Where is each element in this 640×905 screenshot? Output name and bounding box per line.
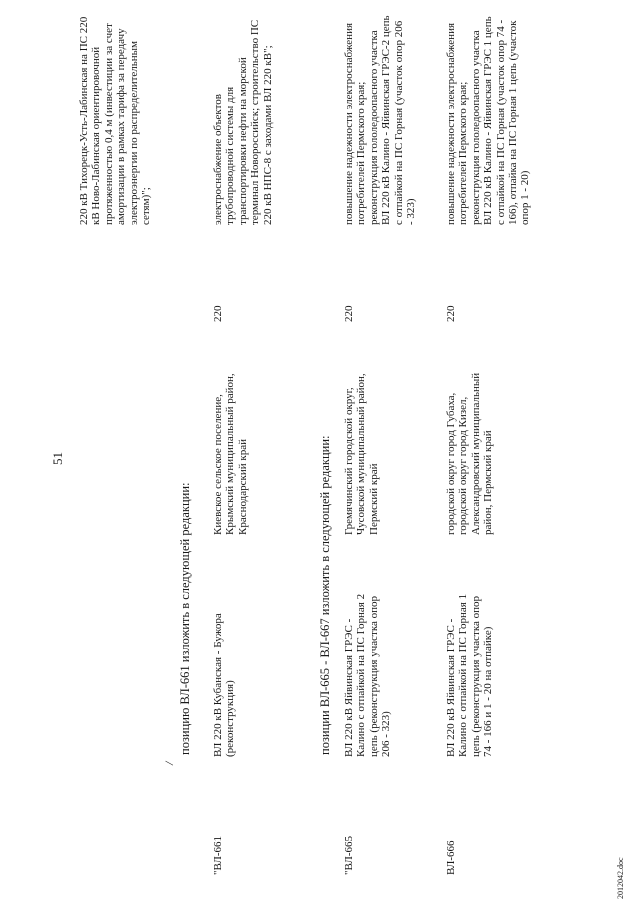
row-name: ВЛ 220 кВ Яйвинская ГРЭС - Калино с отпайкой на ПС Горная 1 цепь (реконструкция участка опор 74 - 166 и 1 - 20 на отпайке) xyxy=(445,593,495,757)
row-name: ВЛ 220 кВ Кубанская - Бужора (реконструкция) xyxy=(212,613,237,757)
stray-mark: / xyxy=(162,761,176,765)
row-purpose: повышение надежности электроснабжения потребителей Пермского края; реконструкция гололедоопасного участка ВЛ 220 кВ Калино - Яйвинская ГРЭС 1 цепь с отпайкой на ПС Горная (участок опор 74 - 166), отпайка на ПС Горная 1 цепь (участок опор 1 - 20) xyxy=(445,16,532,225)
row-location: Гремячинский городской округ, Чусовской муниципальный район, Пермский край xyxy=(343,373,380,535)
row-location: городской округ город Губаха, городской округ город Кизел, Александровский муниципальный район, Пермский край xyxy=(445,372,495,535)
row-voltage: 220 xyxy=(212,305,224,322)
heading-vl661: позицию ВЛ-661 изложить в следующей редакции: xyxy=(178,482,192,755)
row-purpose: повышение надежности электроснабжения потребителей Пермского края; реконструкция гололедоопасного участка ВЛ 220 кВ Калино - Яйвинская ГРЭС-2 цепь с отпайкой на ПС Горная (участок опор 206 - 323) xyxy=(343,15,418,225)
heading-vl665-667: позиции ВЛ-665 - ВЛ-667 изложить в следующей редакции: xyxy=(318,435,332,755)
row-purpose: электроснабжение объектов трубопроводной системы для транспортировки нефти на морской терминал Новороссийск; строительство ПС 220 кВ НПС-8 с заходами ВЛ 220 кВ"; xyxy=(212,19,274,225)
row-name: ВЛ 220 кВ Яйвинская ГРЭС - Калино с отпайкой на ПС Горная 2 цепь (реконструкция участка опор 206 - 323) xyxy=(343,593,393,757)
row-location: Киевское сельское поселение, Крымский муниципальный район, Краснодарский край xyxy=(212,373,249,535)
row-voltage: 220 xyxy=(343,305,355,322)
row-voltage: 220 xyxy=(445,305,457,322)
page-number: 51 xyxy=(50,452,65,465)
top-continuation-text: 220 кВ Тихорецк-Усть-Лабинская на ПС 220 кВ Ново-Лабинская ориентировочной протяженностью 0,4 м (инвестиции за счет амортизации в рамках тарифа за передачу электроэнергии по распределительным сетям)"; xyxy=(78,16,153,225)
row-code: "ВЛ-665 xyxy=(343,835,355,875)
row-code: "ВЛ-661 xyxy=(212,835,224,875)
row-code: ВЛ-666 xyxy=(445,840,457,875)
footer-filename: 2012042.doc xyxy=(616,857,625,899)
